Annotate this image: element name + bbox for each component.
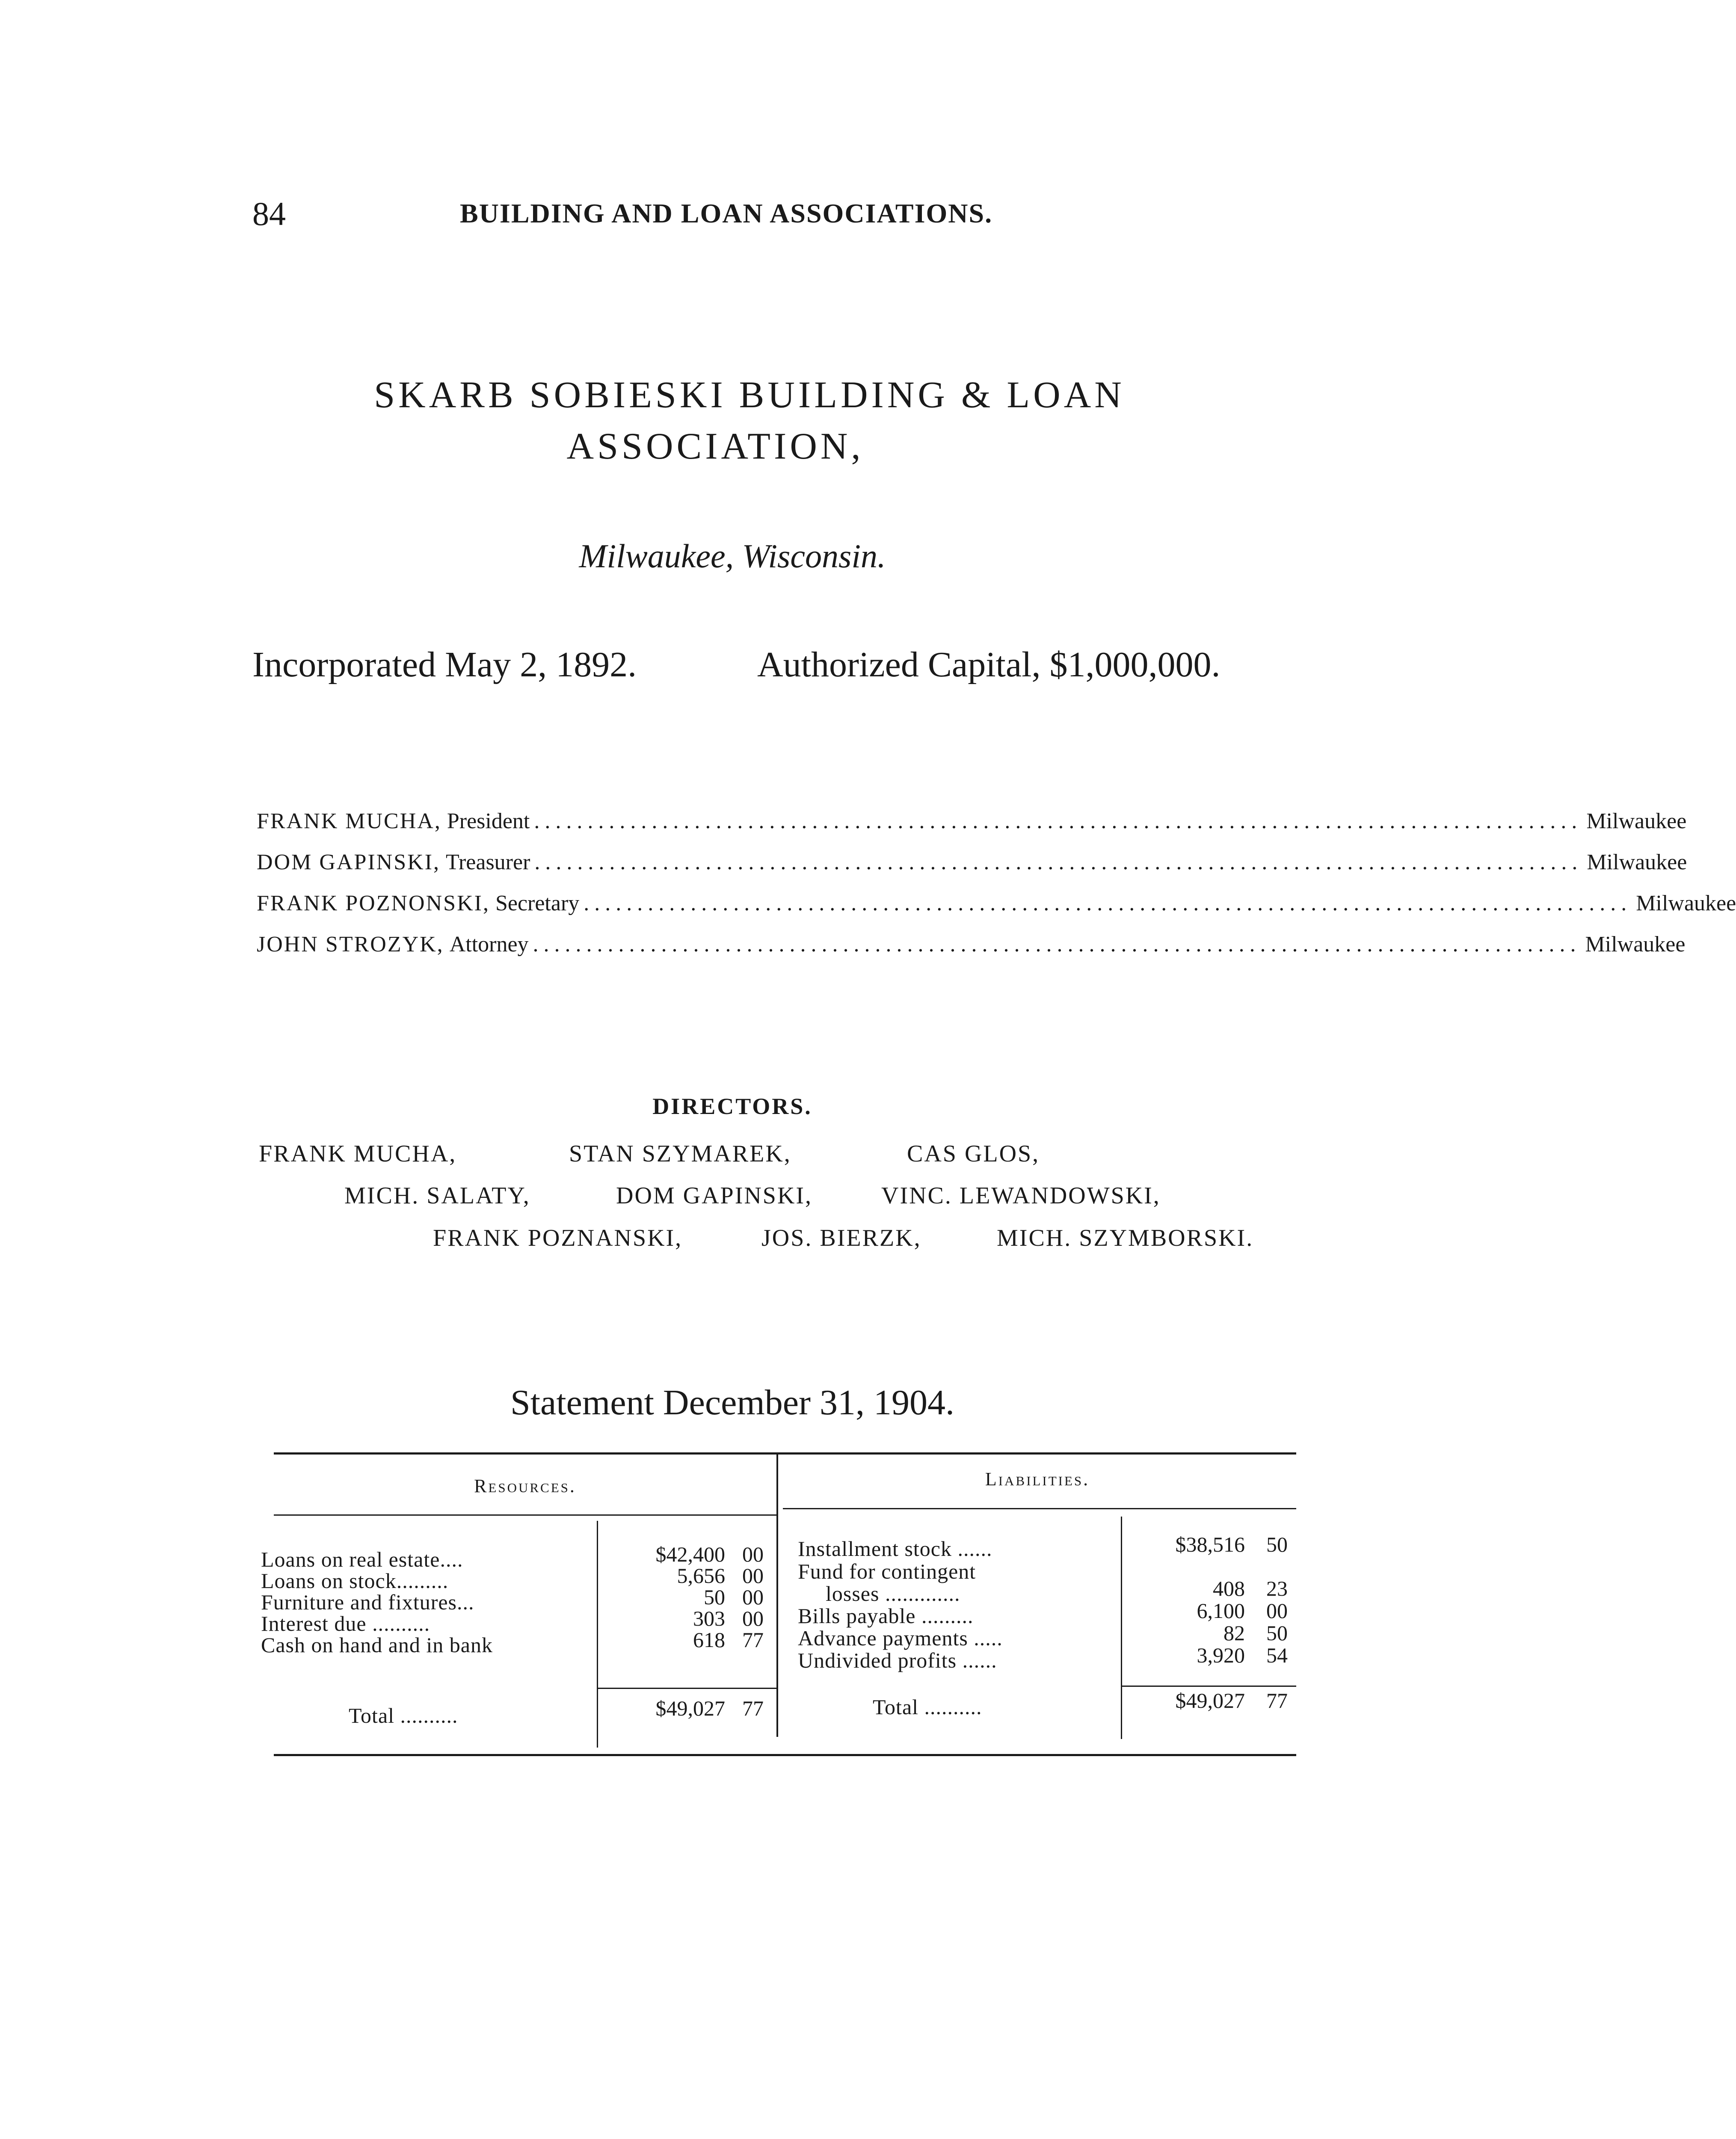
officer-city: Milwaukee bbox=[1586, 809, 1687, 833]
resources-total-cents: 77 bbox=[742, 1696, 764, 1720]
liability-dollars: 82 bbox=[1223, 1621, 1245, 1645]
liability-cents: 00 bbox=[1266, 1599, 1288, 1623]
liabilities-amount-divider bbox=[1121, 1517, 1122, 1739]
director-name: DOM GAPINSKI, bbox=[616, 1182, 813, 1209]
officer-row bbox=[257, 891, 1736, 932]
director-name: JOS. BIERZK, bbox=[761, 1225, 921, 1251]
leader-dots: .................................................................................................. bbox=[534, 809, 1582, 833]
resources-total-rule bbox=[597, 1688, 776, 1689]
liability-label: losses ............. bbox=[826, 1582, 960, 1606]
liability-cents: 50 bbox=[1266, 1621, 1288, 1645]
authorized-capital: Authorized Capital, $1,000,000. bbox=[757, 645, 1221, 684]
liability-cents: 23 bbox=[1266, 1576, 1288, 1600]
resource-cents: 00 bbox=[742, 1606, 764, 1630]
officer-row bbox=[257, 809, 1687, 850]
resource-label: Loans on real estate.... bbox=[261, 1547, 463, 1571]
resources-total-label: Total .......... bbox=[349, 1703, 458, 1727]
director-name: MICH. SALATY, bbox=[344, 1182, 530, 1209]
statement-title: Statement December 31, 1904. bbox=[510, 1383, 955, 1422]
resource-cents: 00 bbox=[742, 1564, 764, 1588]
director-name: MICH. SZYMBORSKI. bbox=[997, 1225, 1254, 1251]
liability-dollars: $38,516 bbox=[1175, 1532, 1245, 1556]
director-name: CAS GLOS, bbox=[907, 1141, 1040, 1167]
leader-dots: .................................................................................................. bbox=[534, 850, 1583, 874]
association-name-line2: ASSOCIATION, bbox=[566, 426, 864, 467]
officer-row bbox=[257, 850, 1687, 891]
center-divider bbox=[776, 1455, 778, 1737]
resource-cents: 00 bbox=[742, 1542, 764, 1566]
director-name: VINC. LEWANDOWSKI, bbox=[881, 1182, 1161, 1209]
leader-dots: .................................................................................................. bbox=[584, 891, 1632, 915]
officer-name: FRANK POZNONSKI, bbox=[257, 891, 490, 915]
officers-list bbox=[257, 809, 1736, 973]
officer-title: Secretary bbox=[495, 891, 580, 915]
resource-label: Cash on hand and in bank bbox=[261, 1633, 493, 1657]
leader-dots: .................................................................................................. bbox=[533, 932, 1581, 957]
officer-title: Attorney bbox=[449, 932, 529, 957]
liability-dollars: 6,100 bbox=[1197, 1599, 1245, 1623]
liabilities-total-label: Total .......... bbox=[873, 1695, 982, 1719]
officer-city: Milwaukee bbox=[1587, 850, 1687, 874]
liability-cents: 50 bbox=[1266, 1532, 1288, 1556]
page-number: 84 bbox=[252, 195, 286, 232]
liabilities-total-rule bbox=[1121, 1686, 1296, 1687]
resources-head-rule bbox=[274, 1514, 776, 1516]
officer-name: FRANK MUCHA, bbox=[257, 809, 441, 833]
resources-heading: Resources. bbox=[474, 1475, 576, 1496]
association-location: Milwaukee, Wisconsin. bbox=[579, 537, 886, 575]
officer-name: DOM GAPINSKI, bbox=[257, 850, 441, 874]
liability-label: Fund for contingent bbox=[798, 1559, 976, 1583]
liabilities-total-cents: 77 bbox=[1266, 1689, 1288, 1712]
association-name-line1: SKARB SOBIESKI BUILDING & LOAN bbox=[374, 374, 1125, 416]
liability-dollars: 3,920 bbox=[1197, 1643, 1245, 1667]
resource-cents: 77 bbox=[742, 1628, 764, 1652]
resource-cents: 00 bbox=[742, 1585, 764, 1609]
resource-dollars: $42,400 bbox=[655, 1542, 725, 1566]
resource-label: Interest due .......... bbox=[261, 1612, 430, 1635]
resources-amount-divider bbox=[597, 1521, 598, 1748]
resource-label: Loans on stock......... bbox=[261, 1569, 449, 1593]
directors-heading: DIRECTORS. bbox=[652, 1093, 812, 1119]
officer-city: Milwaukee bbox=[1585, 932, 1686, 957]
resources-total-dollars: $49,027 bbox=[655, 1696, 725, 1720]
officer-name: JOHN STROZYK, bbox=[257, 932, 444, 957]
liabilities-heading: Liabilities. bbox=[985, 1469, 1090, 1490]
liability-label: Advance payments ..... bbox=[798, 1626, 1003, 1650]
officer-city: Milwaukee bbox=[1636, 891, 1736, 915]
resource-label: Furniture and fixtures... bbox=[261, 1590, 474, 1614]
resource-dollars: 5,656 bbox=[677, 1564, 725, 1588]
incorporation-date: Incorporated May 2, 1892. bbox=[252, 645, 637, 684]
liability-label: Bills payable ......... bbox=[798, 1604, 974, 1628]
director-name: FRANK POZNANSKI, bbox=[433, 1225, 683, 1251]
table-bottom-rule bbox=[274, 1754, 1296, 1756]
table-top-rule bbox=[274, 1452, 1296, 1455]
resource-dollars: 50 bbox=[704, 1585, 725, 1609]
liability-dollars: 408 bbox=[1213, 1576, 1245, 1600]
liability-label: Installment stock ...... bbox=[798, 1537, 992, 1561]
liabilities-head-rule bbox=[783, 1508, 1296, 1509]
resource-dollars: 303 bbox=[693, 1606, 725, 1630]
liability-label: Undivided profits ...... bbox=[798, 1648, 997, 1672]
liabilities-total-dollars: $49,027 bbox=[1175, 1689, 1245, 1712]
director-name: FRANK MUCHA, bbox=[259, 1141, 457, 1167]
officer-row bbox=[257, 932, 1686, 973]
resource-dollars: 618 bbox=[693, 1628, 725, 1652]
running-title: BUILDING AND LOAN ASSOCIATIONS. bbox=[460, 198, 993, 228]
liability-cents: 54 bbox=[1266, 1643, 1288, 1667]
officer-title: President bbox=[447, 809, 530, 833]
officer-title: Treasurer bbox=[446, 850, 530, 874]
director-name: STAN SZYMAREK, bbox=[569, 1141, 791, 1167]
